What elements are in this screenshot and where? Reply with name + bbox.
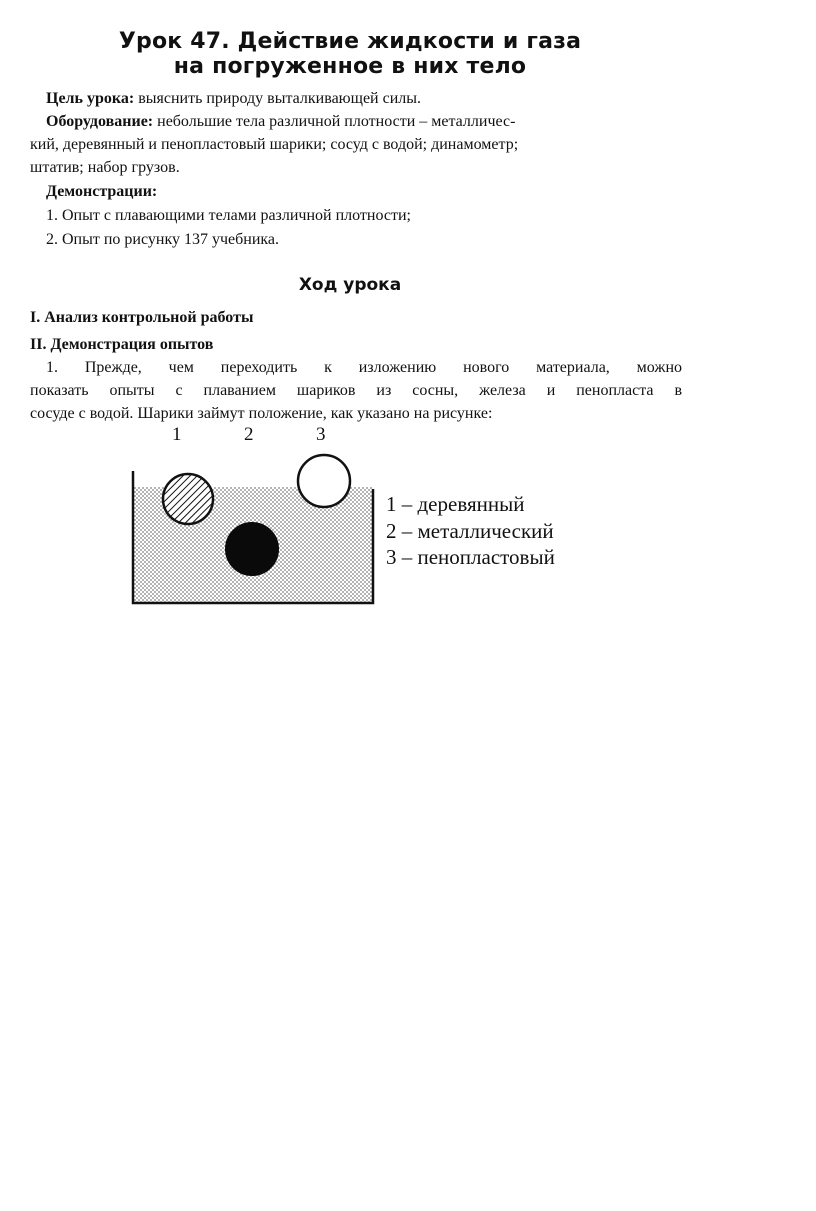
ball-number-1: 1 [172, 424, 182, 445]
demo-item-2: 2. Опыт по рисунку 137 учебника. [46, 231, 280, 248]
demo-item-1: 1. Опыт с плавающими телами различной плотности; [46, 207, 411, 224]
legend-item-3: 3 – пенопластовый [386, 545, 555, 569]
legend-item-1: 1 – деревянный [386, 492, 525, 516]
ball-number-3: 3 [316, 424, 326, 445]
equipment-line-3: штатив; набор грузов. [30, 159, 180, 176]
lesson-title-line-1: Урок 47. Действие жидкости и газа [118, 29, 582, 54]
ball-number-2: 2 [244, 424, 254, 445]
paragraph-line-2: показать опыты с плаванием шариков из сосны, железа и пенопласта в [30, 382, 682, 399]
wooden-ball [163, 474, 213, 524]
demos-label: Демонстрации: [46, 183, 158, 200]
goal-label: Цель урока: [46, 90, 135, 107]
goal-line [46, 90, 421, 108]
equipment-line-2: кий, деревянный и пенопластовый шарики; сосуд с водой; динамометр; [30, 136, 519, 153]
floating-balls-figure [120, 425, 620, 615]
lesson-title-line-2: на погруженное в них тело [173, 54, 527, 79]
vessel-diagram [120, 425, 380, 615]
equipment-label: Оборудование: [46, 113, 154, 130]
metal-ball [226, 523, 278, 575]
goal-text: выяснить природу выталкивающей силы. [134, 90, 422, 107]
equipment-text-1: небольшие тела различной плотности – металличес- [153, 113, 516, 130]
equipment-line-1 [46, 113, 682, 131]
paragraph-line-3: сосуде с водой. Шарики займут положение, как указано на рисунке: [30, 405, 493, 422]
legend-item-2: 2 – металлический [386, 519, 554, 543]
course-heading: Ход урока [298, 275, 402, 295]
paragraph-line-1: 1. Прежде, чем переходить к изложению нового материала, можно [46, 359, 682, 376]
section-1-heading: I. Анализ контрольной работы [30, 309, 254, 326]
foam-ball [298, 455, 350, 507]
section-2-heading: II. Демонстрация опытов [30, 336, 214, 353]
